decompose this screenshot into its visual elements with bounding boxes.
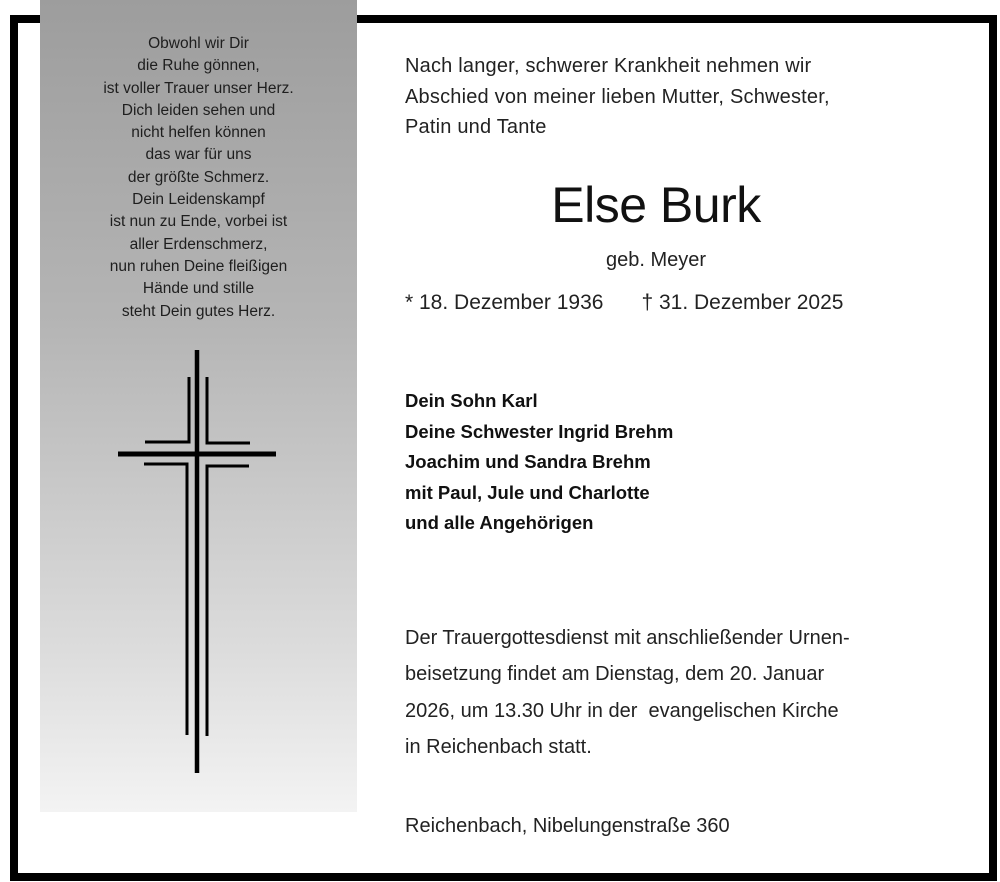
mourner: mit Paul, Jule und Charlotte [405, 481, 650, 503]
address: Reichenbach, Nibelungenstraße 360 [405, 815, 730, 837]
mourners-list [405, 386, 673, 539]
poem-line: ist nun zu Ende, vorbei ist [109, 213, 288, 231]
mourner: und alle Angehörigen [405, 512, 594, 534]
life-dates [405, 291, 843, 315]
deceased-name: Else Burk [551, 177, 761, 233]
mourner: Deine Schwester Ingrid Brehm [405, 420, 674, 442]
poem-line: Obwohl wir Dir [148, 35, 249, 52]
mourner: Dein Sohn Karl [405, 390, 538, 411]
poem-line: die Ruhe gönnen, [137, 57, 260, 75]
cross-icon [0, 0, 400, 882]
intro-text [405, 51, 830, 143]
poem-line: nun ruhen Deine fleißigen [109, 257, 288, 275]
birth-name: geb. Meyer [605, 249, 707, 271]
intro-line: Nach langer, schwerer Krankheit nehmen wir [405, 55, 812, 77]
intro-line: Patin und Tante [405, 116, 547, 138]
birth-date: * 18. Dezember 1936 [405, 291, 604, 314]
poem-line: ist voller Trauer unser Herz. [103, 79, 294, 97]
poem-line: Dich leiden sehen und [121, 101, 276, 119]
service-line: beisetzung findet am Dienstag, dem 20. Januar [405, 663, 825, 686]
poem-line: Dein Leidenskampf [132, 191, 265, 209]
funeral-service-info [405, 620, 850, 765]
service-line: 2026, um 13.30 Uhr in der evangelischen Kirche [405, 699, 839, 722]
death-date: † 31. Dezember 2025 [641, 291, 844, 314]
poem-line: Hände und stille [142, 280, 255, 298]
poem-line: nicht helfen können [131, 124, 266, 142]
service-line: in Reichenbach statt. [405, 735, 592, 758]
intro-line: Abschied von meiner lieben Mutter, Schwester, [405, 85, 830, 108]
mourner: Joachim und Sandra Brehm [405, 451, 651, 473]
poem-line: steht Dein gutes Herz. [121, 302, 276, 320]
poem-line: der größte Schmerz. [127, 168, 270, 186]
poem-line: aller Erdenschmerz, [129, 235, 268, 253]
poem-line: das war für uns [145, 146, 252, 164]
service-line: Der Trauergottesdienst mit anschließender Urnen- [405, 627, 850, 649]
